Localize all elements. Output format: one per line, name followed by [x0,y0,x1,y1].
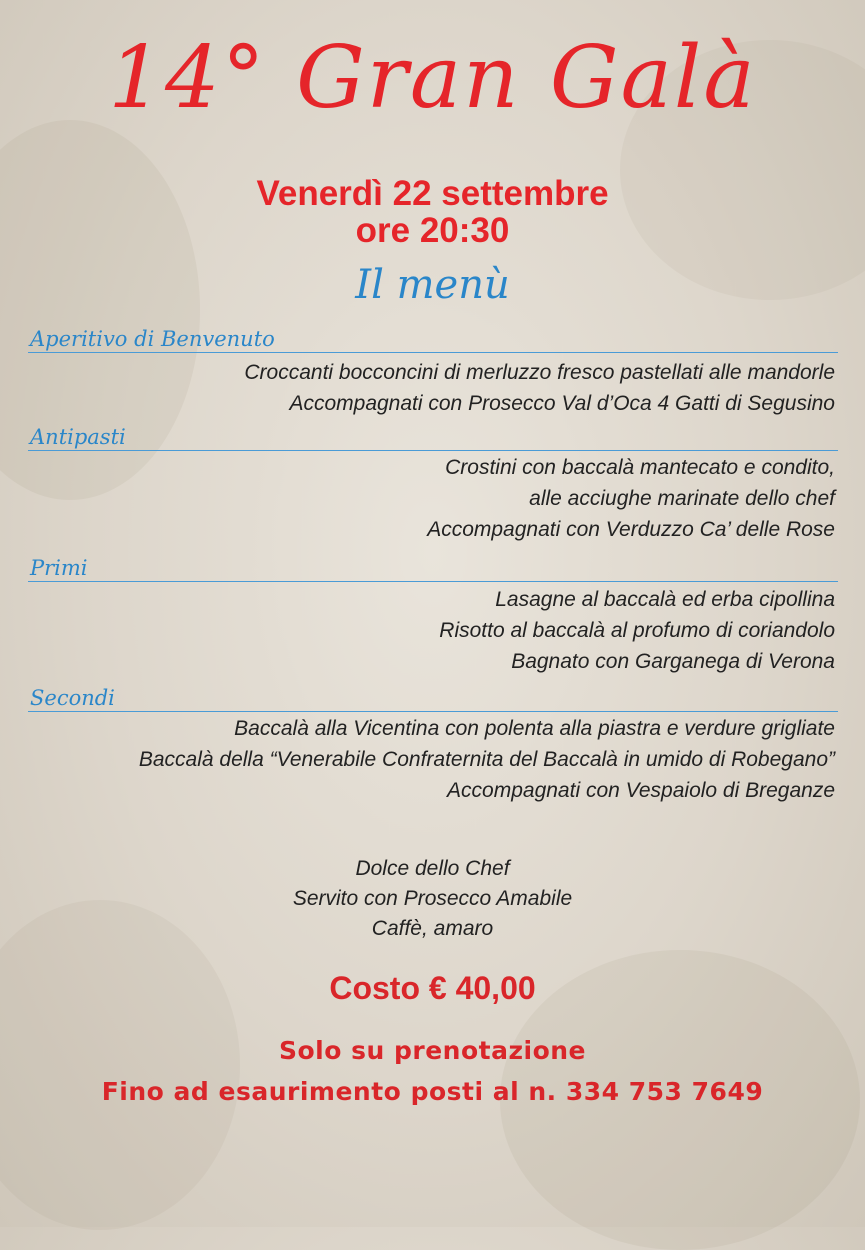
booking-note: Solo su prenotazione [278,1036,587,1065]
menu-item: Risotto al baccalà al profumo di coriandolo [439,619,835,642]
section-heading-antipasti: Antipasti [28,424,838,451]
menu-item: alle acciughe marinate dello chef [529,487,835,510]
section-heading-secondi: Secondi [28,685,838,712]
dessert-item: Caffè, amaro [371,917,494,940]
dessert-item: Dolce dello Chef [355,857,510,880]
event-time: ore 20:30 [355,211,510,250]
section-heading-aperitivo: Aperitivo di Benvenuto [28,326,838,353]
dessert-item: Servito con Prosecco Amabile [292,887,573,910]
price: Costo € 40,00 [329,970,536,1006]
menu-item: Crostini con baccalà mantecato e condito, [445,456,835,479]
menu-item: Lasagne al baccalà ed erba cipollina [495,588,835,611]
menu-item: Baccalà della “Venerabile Confraternita del Baccalà in umido di Robegano” [138,748,835,771]
section-heading-primi: Primi [28,555,838,582]
menu-item: Accompagnati con Prosecco Val d’Oca 4 Gatti di Segusino [289,392,835,415]
menu-item: Accompagnati con Verduzzo Ca’ delle Rose [427,518,835,541]
menu-title: Il menù [355,262,510,308]
paper-stain [0,900,240,1230]
event-title: 14° Gran Galà [108,28,757,128]
menu-item: Accompagnati con Vespaiolo di Breganze [447,779,835,802]
menu-item: Bagnato con Garganega di Verona [511,650,835,673]
event-date: Venerdì 22 settembre [256,174,609,213]
booking-phone: Fino ad esaurimento posti al n. 334 753 7649 [101,1077,764,1106]
menu-item: Croccanti bocconcini di merluzzo fresco pastellati alle mandorle [244,361,835,384]
menu-item: Baccalà alla Vicentina con polenta alla piastra e verdure grigliate [234,717,835,740]
